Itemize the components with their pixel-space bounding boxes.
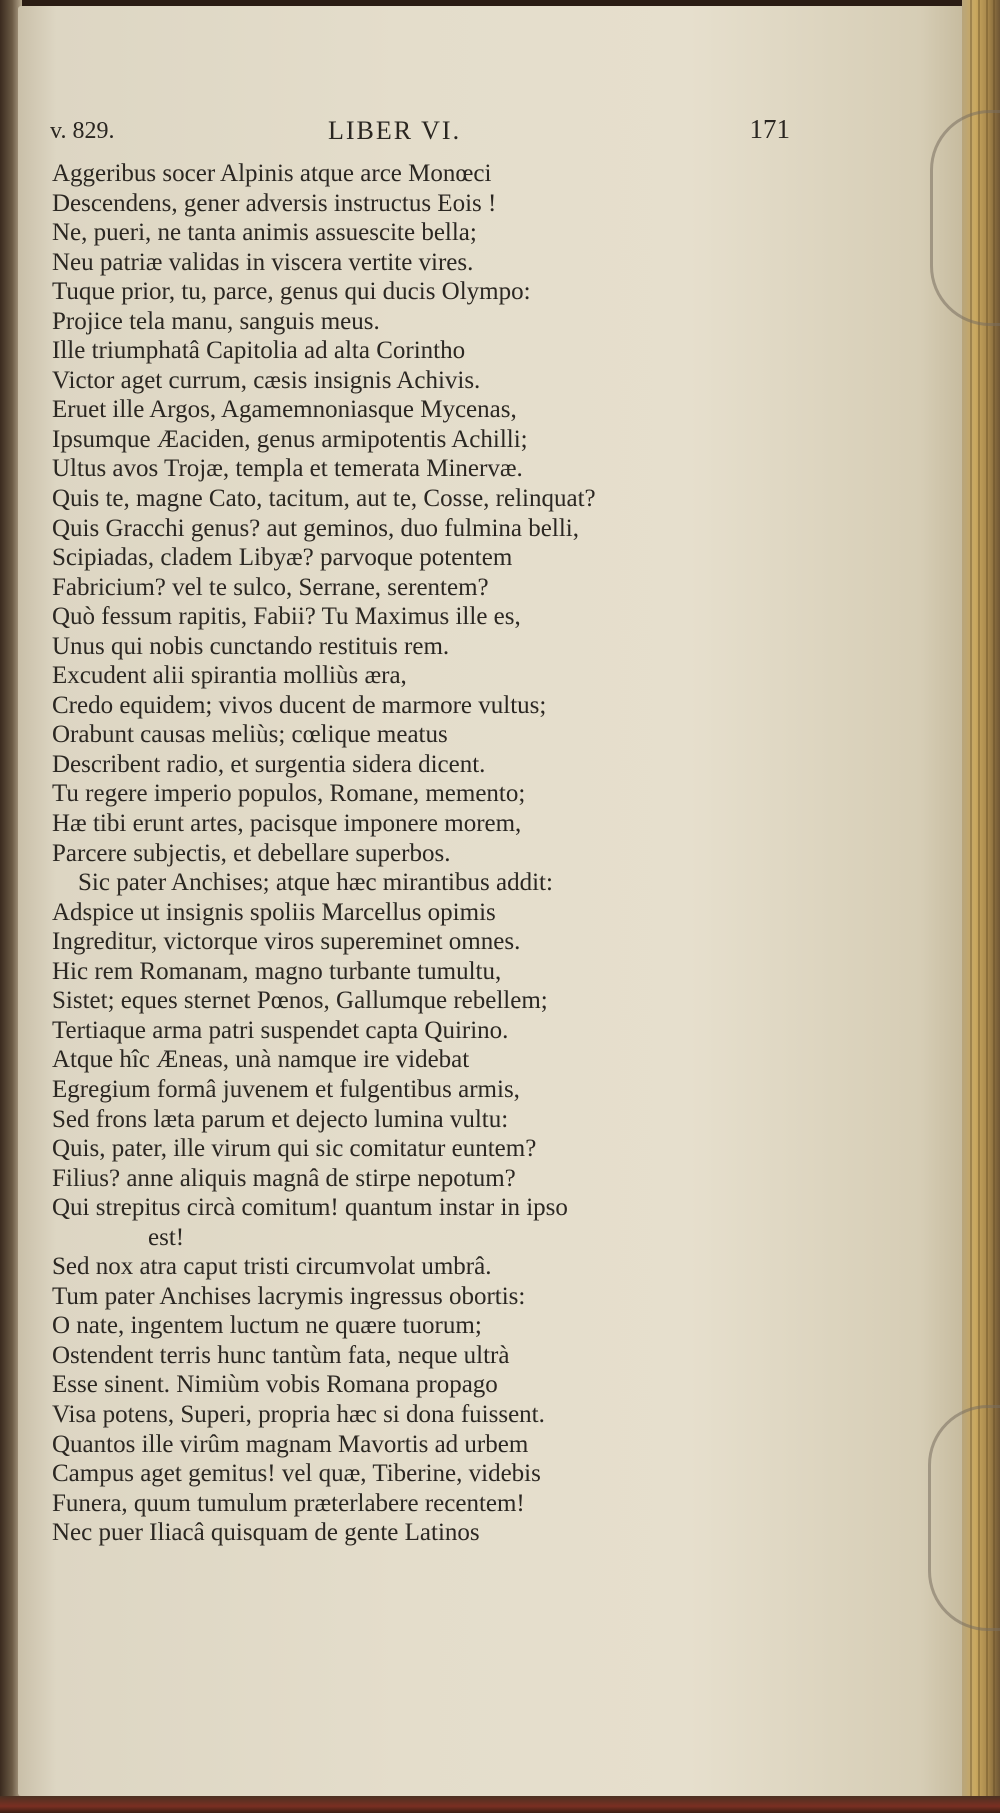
verse-line: Funera, quum tumulum præterlabere recentem!: [52, 1489, 525, 1517]
verse-line: Visa potens, Superi, propria hæc si dona fuissent.: [52, 1400, 545, 1428]
verse-line: Filius? anne aliquis magnâ de stirpe nepotum?: [52, 1164, 516, 1192]
verse-line: Fabricium? vel te sulco, Serrane, serentem?: [52, 573, 489, 601]
verse-line: Tuque prior, tu, parce, genus qui ducis Olympo:: [52, 278, 531, 306]
verse-line: Projice tela manu, sanguis meus.: [52, 307, 380, 335]
verse-line: Describent radio, et surgentia sidera dicent.: [52, 750, 486, 778]
verse-line: Unus qui nobis cunctando restituis rem.: [52, 632, 450, 660]
page-number: 171: [749, 114, 790, 144]
verse-line: Sed frons læta parum et dejecto lumina vultu:: [52, 1105, 509, 1133]
cover-edge: [0, 1796, 1000, 1813]
verse-line: Tertiaque arma patri suspendet capta Quirino.: [52, 1016, 509, 1044]
verse-line: Tu regere imperio populos, Romane, memento;: [52, 780, 526, 808]
verse-line: Quantos ille virûm magnam Mavortis ad urbem: [52, 1430, 529, 1458]
verse-line: Scipiadas, cladem Libyæ? parvoque potentem: [52, 544, 513, 572]
page-clip-bottom: [928, 1405, 1000, 1631]
verse-line: Atque hîc Æneas, unà namque ire videbat: [52, 1046, 470, 1074]
book-title: LIBER VI.: [328, 116, 462, 145]
verse-line: Ostendent terris hunc tantùm fata, neque ultrà: [52, 1341, 510, 1369]
verse-line: Quis Gracchi genus? aut geminos, duo fulmina belli,: [52, 514, 579, 542]
verse-line: Ingreditur, victorque viros supereminet omnes.: [52, 928, 521, 956]
verse-line: Tum pater Anchises lacrymis ingressus obortis:: [52, 1282, 526, 1310]
verse-line: Descendens, gener adversis instructus Eois !: [52, 189, 497, 217]
verse-line-indented: Sic pater Anchises; atque hæc mirantibus addit:: [78, 869, 553, 897]
verse-line: Nec puer Iliacâ quisquam de gente Latinos: [52, 1519, 480, 1547]
verse-line: Quis te, magne Cato, tacitum, aut te, Cosse, relinquat?: [52, 485, 596, 513]
verse-line: Esse sinent. Nimiùm vobis Romana propago: [52, 1371, 498, 1399]
verse-reference: v. 829.: [50, 118, 115, 144]
verse-line: Sistet; eques sternet Pœnos, Gallumque rebellem;: [52, 987, 548, 1015]
verse-line: Qui strepitus circà comitum! quantum instar in ipso: [52, 1194, 568, 1222]
verse-line: Sed nox atra caput tristi circumvolat umbrâ.: [52, 1253, 492, 1281]
verse-line: Excudent alii spirantia molliùs æra,: [52, 662, 407, 690]
verse-line: Quis, pater, ille virum qui sic comitatur euntem?: [52, 1135, 537, 1163]
verse-line: Neu patriæ validas in viscera vertite vires.: [52, 248, 474, 276]
verse-line: Orabunt causas meliùs; cœlique meatus: [52, 721, 448, 749]
verse-line: O nate, ingentem luctum ne quære tuorum;: [52, 1312, 482, 1340]
poem-text: [52, 159, 822, 1548]
verse-line: Ipsumque Æaciden, genus armipotentis Achilli;: [52, 425, 528, 453]
verse-line: Aggeribus socer Alpinis atque arce Monœci: [52, 160, 492, 187]
verse-line: Egregium formâ juvenem et fulgentibus armis,: [52, 1075, 520, 1103]
verse-line: Hic rem Romanam, magno turbante tumultu,: [52, 957, 502, 985]
verse-line: Adspice ut insignis spoliis Marcellus opimis: [52, 898, 496, 926]
verse-line: Ultus avos Trojæ, templa et temerata Minervæ.: [52, 455, 523, 483]
verse-line: Credo equidem; vivos ducent de marmore vultus;: [52, 691, 547, 719]
verse-line: Ne, pueri, ne tanta animis assuescite bella;: [52, 219, 477, 247]
verse-line: Campus aget gemitus! vel quæ, Tiberine, videbis: [52, 1460, 541, 1488]
verse-line: Hæ tibi erunt artes, pacisque imponere morem,: [52, 810, 522, 838]
verse-line: Victor aget currum, cæsis insignis Achivis.: [52, 366, 481, 394]
verse-line: Ille triumphatâ Capitolia ad alta Corintho: [52, 337, 466, 365]
running-header: [50, 112, 790, 152]
verse-line-continuation: est!: [148, 1223, 185, 1251]
verse-line: Quò fessum rapitis, Fabii? Tu Maximus ille es,: [52, 603, 521, 631]
verse-line: Eruet ille Argos, Agamemnoniasque Mycenas,: [52, 396, 517, 424]
page-clip-top: [930, 110, 1000, 326]
verse-line: Parcere subjectis, et debellare superbos.: [52, 839, 451, 867]
